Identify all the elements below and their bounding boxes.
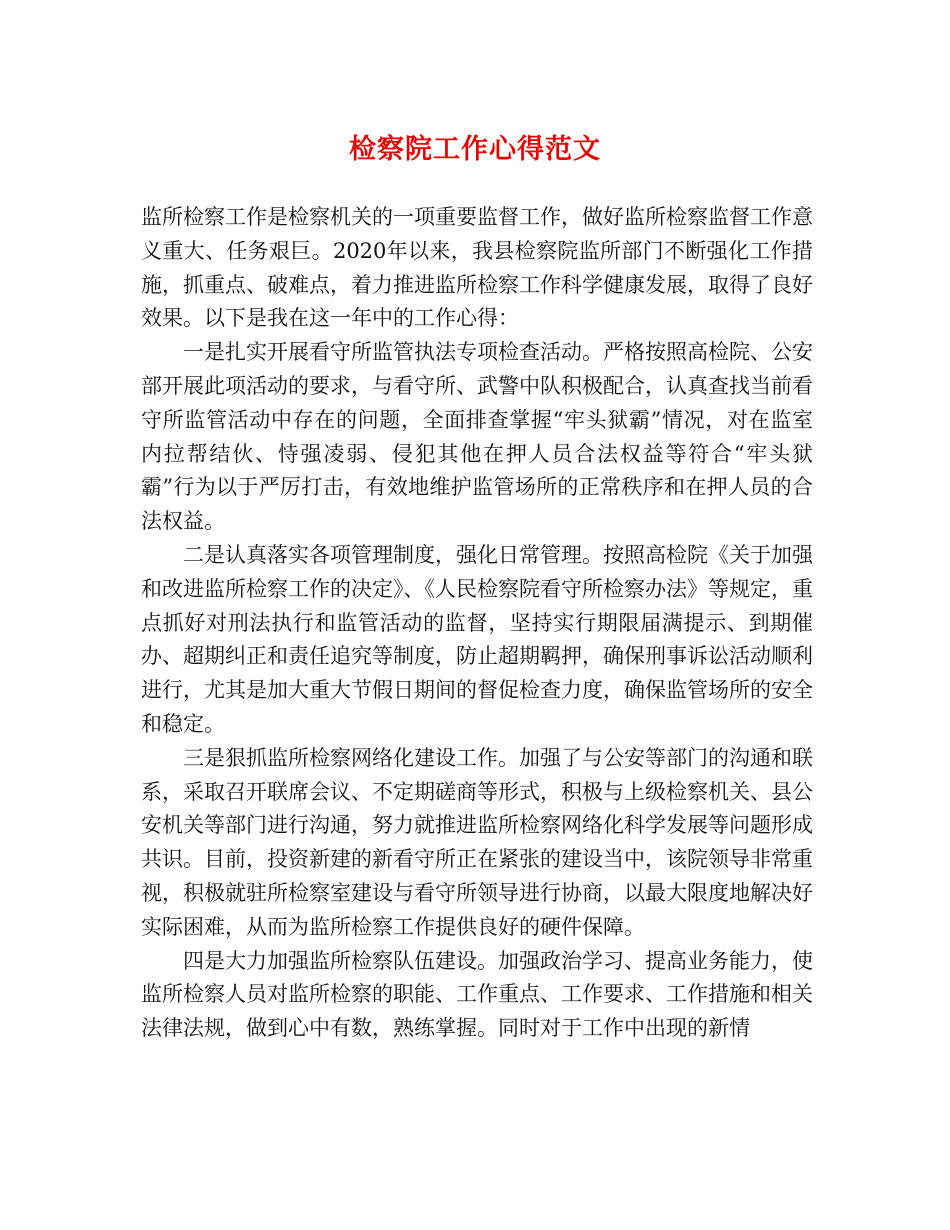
document-title: 检察院工作心得范文 [349,134,601,165]
paragraph-point-3: 三是狠抓监所检察网络化建设工作。加强了与公安等部门的沟通和联系，采取召开联席会议、不定期磋商等形式，积极与上级检察机关、县公安机关等部门进行沟通，努力就推进监所检察网络化科学发展等问题形成共识。目前，投资新建的新看守所正在紧张的建设当中，该院领导非常重视，积极就驻所检察室建设与看守所领导进行协商，以最大限度地解决好实际困难，从而为监所检察工作提供良好的硬件保障。 [141,745,813,939]
document-body [141,201,813,1046]
paragraph-point-2: 二是认真落实各项管理制度，强化日常管理。按照高检院《关于加强和改进监所检察工作的决定》、《人民检察院看守所检察办法》等规定，重点抓好对刑法执行和监管活动的监督，坚持实行期限届满提示、到期催办、超期纠正和责任追究等制度，防止超期羁押，确保刑事诉讼活动顺利进行，尤其是加大重大节假日期间的督促检查力度，确保监管场所的安全和稳定。 [141,542,813,736]
paragraph-intro: 监所检察工作是检察机关的一项重要监督工作，做好监所检察监督工作意义重大、任务艰巨。2020年以来，我县检察院监所部门不断强化工作措施，抓重点、破难点，着力推进监所检察工作科学健康发展，取得了良好效果。以下是我在这一年中的工作心得： [141,205,813,331]
paragraph-point-1: 一是扎实开展看守所监管执法专项检查活动。严格按照高检院、公安部开展此项活动的要求，与看守所、武警中队积极配合，认真查找当前看守所监管活动中存在的问题，全面排查掌握“牢头狱霸”情况，对在监室内拉帮结伙、恃强凌弱、侵犯其他在押人员合法权益等符合“牢头狱霸”行为以于严厉打击，有效地维护监管场所的正常秩序和在押人员的合法权益。 [141,340,813,534]
paragraph-point-4: 四是大力加强监所检察队伍建设。加强政治学习、提高业务能力，使监所检察人员对监所检察的职能、工作重点、工作要求、工作措施和相关法律法规，做到心中有数，熟练掌握。同时对于工作中出现的新情 [141,948,813,1041]
